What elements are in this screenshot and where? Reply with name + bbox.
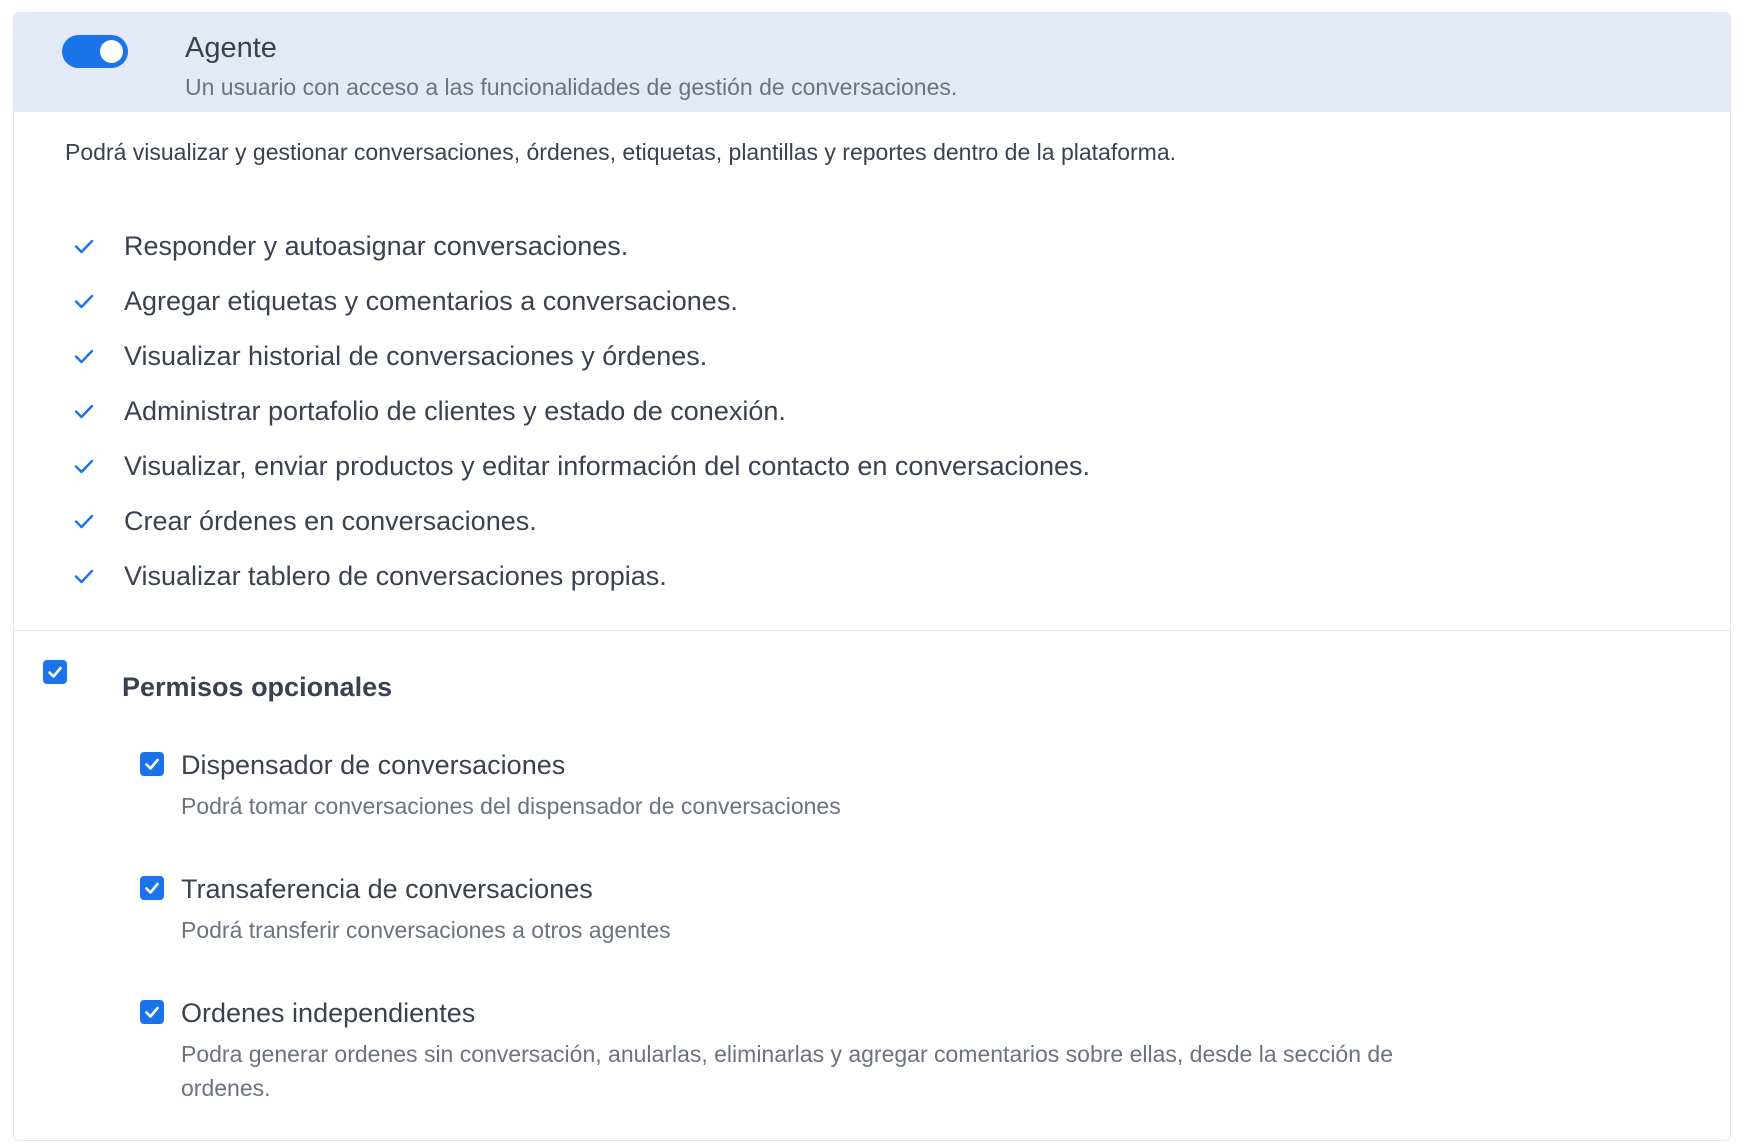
role-toggle[interactable]	[62, 35, 128, 68]
permission-item	[72, 286, 1090, 341]
checkmark-icon	[143, 879, 161, 897]
checkmark-icon	[46, 663, 64, 681]
permission-list	[72, 231, 1090, 616]
transfer-title: Transaferencia de conversaciones	[181, 874, 593, 904]
permission-item	[72, 341, 1090, 396]
transfer-checkbox[interactable]	[140, 876, 164, 900]
permission-text: Crear órdenes en conversaciones.	[124, 506, 537, 536]
check-icon	[72, 344, 96, 368]
permission-text: Agregar etiquetas y comentarios a conversaciones.	[124, 286, 738, 316]
permission-item	[72, 451, 1090, 506]
check-icon	[72, 454, 96, 478]
toggle-knob	[100, 40, 123, 63]
check-icon	[72, 289, 96, 313]
permission-text: Visualizar historial de conversaciones y órdenes.	[124, 341, 708, 371]
permission-text: Responder y autoasignar conversaciones.	[124, 231, 629, 261]
independent-orders-title: Ordenes independientes	[181, 998, 476, 1028]
role-card	[13, 12, 1731, 1141]
independent-orders-checkbox[interactable]	[140, 1000, 164, 1024]
independent-orders-description: Podra generar ordenes sin conversación, anularlas, eliminarlas y agregar comentarios sobre ellas, desde la sección de ordenes.	[181, 1041, 1393, 1101]
role-subtitle: Un usuario con acceso a las funcionalidades de gestión de conversaciones.	[185, 74, 958, 100]
optional-permissions-checkbox[interactable]	[43, 660, 67, 684]
permission-item	[72, 231, 1090, 286]
check-icon	[72, 234, 96, 258]
dispenser-description: Podrá tomar conversaciones del dispensador de conversaciones	[181, 793, 841, 819]
role-intro: Podrá visualizar y gestionar conversaciones, órdenes, etiquetas, plantillas y reportes dentro de la plataforma.	[65, 139, 1176, 165]
checkmark-icon	[143, 755, 161, 773]
permission-item	[72, 506, 1090, 561]
dispenser-checkbox[interactable]	[140, 752, 164, 776]
role-title: Agente	[185, 32, 277, 64]
check-icon	[72, 509, 96, 533]
permission-text: Visualizar, enviar productos y editar información del contacto en conversaciones.	[124, 451, 1091, 481]
permission-text: Visualizar tablero de conversaciones propias.	[124, 561, 667, 591]
checkmark-icon	[143, 1003, 161, 1021]
permission-item	[72, 561, 1090, 616]
section-divider	[14, 630, 1730, 631]
permission-text: Administrar portafolio de clientes y estado de conexión.	[124, 396, 786, 426]
optional-permissions-title: Permisos opcionales	[122, 672, 393, 702]
dispenser-title: Dispensador de conversaciones	[181, 750, 566, 780]
permission-item	[72, 396, 1090, 451]
check-icon	[72, 564, 96, 588]
check-icon	[72, 399, 96, 423]
transfer-description: Podrá transferir conversaciones a otros agentes	[181, 917, 671, 943]
role-header	[14, 13, 1730, 112]
